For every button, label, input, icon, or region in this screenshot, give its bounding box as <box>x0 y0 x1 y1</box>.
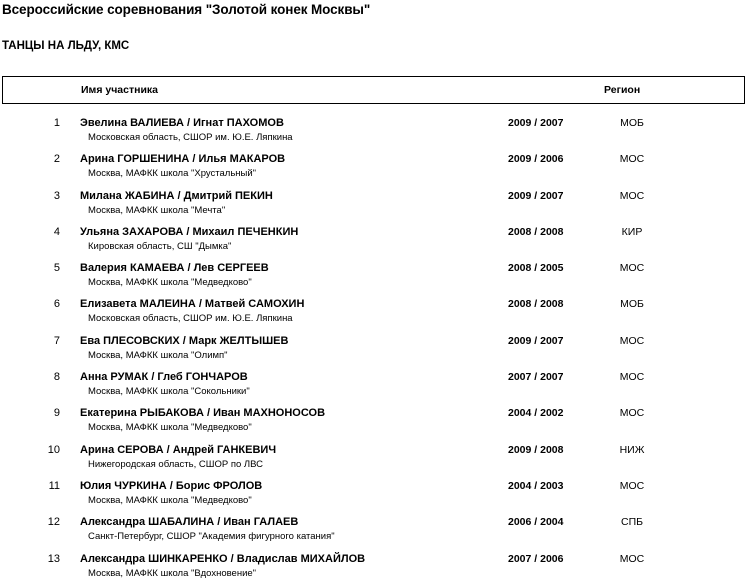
row-region: МОС <box>619 334 645 347</box>
row-birth-years: 2009 / 2006 <box>508 153 564 166</box>
row-birth-years: 2009 / 2007 <box>508 334 564 347</box>
row-pair-name: Елизавета МАЛЕИНА / Матвей САМОХИН <box>80 298 305 311</box>
row-rank: 8 <box>53 371 60 384</box>
row-pair-name: Милана ЖАБИНА / Дмитрий ПЕКИН <box>80 189 273 202</box>
row-pair-name: Ева ПЛЕСОВСКИХ / Марк ЖЕЛТЫШЕВ <box>80 334 289 347</box>
row-birth-years: 2006 / 2004 <box>508 516 564 529</box>
row-rank: 4 <box>53 225 60 238</box>
row-birth-years: 2004 / 2003 <box>508 479 564 492</box>
table-header-box <box>2 76 745 104</box>
table-row[interactable] <box>0 367 750 403</box>
row-rank: 5 <box>53 262 60 275</box>
table-row[interactable] <box>0 331 750 367</box>
row-region: МОС <box>619 262 645 275</box>
table-row[interactable] <box>0 294 750 330</box>
row-pair-name: Александра ШИНКАРЕНКО / Владислав МИХАЙЛОВ <box>80 552 366 565</box>
row-club: Москва, МАФКК школа "Медведково" <box>88 277 252 289</box>
row-birth-years: 2008 / 2008 <box>508 225 564 238</box>
column-header-name: Имя участника <box>81 84 159 96</box>
row-rank: 2 <box>53 153 60 166</box>
row-club: Москва, МАФКК школа "Сокольники" <box>88 386 250 398</box>
row-club: Москва, МАФКК школа "Медведково" <box>88 422 252 434</box>
row-club: Московская область, СШОР им. Ю.Е. Ляпкина <box>88 132 293 143</box>
table-row[interactable] <box>0 222 750 258</box>
row-region: МОС <box>619 153 645 166</box>
row-region: МОС <box>619 479 645 492</box>
row-club: Москва, МАФКК школа "Олимп" <box>88 349 228 361</box>
row-club: Москва, МАФКК школа "Мечта" <box>88 204 226 216</box>
row-rank: 12 <box>47 516 60 529</box>
column-header-region: Регион <box>604 84 641 96</box>
row-club: Нижегородская область, СШОР по ЛВС <box>88 458 263 470</box>
row-birth-years: 2009 / 2007 <box>508 117 564 129</box>
row-region: МОС <box>619 407 645 420</box>
row-pair-name: Александра ШАБАЛИНА / Иван ГАЛАЕВ <box>80 516 299 529</box>
category-title: ТАНЦЫ НА ЛЬДУ, КМС <box>2 40 130 52</box>
row-birth-years: 2007 / 2006 <box>508 552 564 565</box>
table-row[interactable] <box>0 403 750 439</box>
row-pair-name: Екатерина РЫБАКОВА / Иван МАХНОНОСОВ <box>80 407 326 420</box>
row-region: НИЖ <box>619 443 645 456</box>
row-region: МОС <box>619 189 645 202</box>
table-row[interactable] <box>0 258 750 294</box>
event-title: Всероссийские соревнования "Золотой конек Москвы" <box>2 2 371 17</box>
row-club: Москва, МАФКК школа "Вдохновение" <box>88 567 257 579</box>
table-row[interactable] <box>0 440 750 476</box>
row-pair-name: Юлия ЧУРКИНА / Борис ФРОЛОВ <box>80 479 263 492</box>
row-pair-name: Эвелина ВАЛИЕВА / Игнат ПАХОМОВ <box>80 117 284 129</box>
row-club: Москва, МАФКК школа "Хрустальный" <box>88 168 257 180</box>
row-pair-name: Арина ГОРШЕНИНА / Илья МАКАРОВ <box>80 153 286 166</box>
row-birth-years: 2008 / 2008 <box>508 298 564 311</box>
row-region: МОБ <box>620 117 644 129</box>
row-birth-years: 2009 / 2008 <box>508 443 564 456</box>
row-region: КИР <box>621 225 643 238</box>
row-region: СПБ <box>620 516 644 529</box>
row-rank: 11 <box>48 479 60 492</box>
row-club: Санкт-Петербург, СШОР "Академия фигурного катания" <box>88 531 335 543</box>
row-birth-years: 2004 / 2002 <box>508 407 564 420</box>
row-club: Московская область, СШОР им. Ю.Е. Ляпкина <box>88 313 293 325</box>
row-pair-name: Валерия КАМАЕВА / Лев СЕРГЕЕВ <box>80 262 269 275</box>
table-row[interactable] <box>0 512 750 548</box>
row-rank: 13 <box>47 552 60 565</box>
table-row[interactable] <box>0 113 750 149</box>
row-rank: 7 <box>53 334 60 347</box>
row-rank: 10 <box>47 443 60 456</box>
row-region: МОС <box>619 552 645 565</box>
results-table-body <box>0 113 750 585</box>
row-region: МОБ <box>620 298 644 311</box>
row-rank: 9 <box>53 407 60 420</box>
row-pair-name: Ульяна ЗАХАРОВА / Михаил ПЕЧЕНКИН <box>80 225 299 238</box>
table-row[interactable] <box>0 549 750 585</box>
row-club: Кировская область, СШ "Дымка" <box>88 240 232 252</box>
row-birth-years: 2007 / 2007 <box>508 371 564 384</box>
table-row[interactable] <box>0 186 750 222</box>
table-row[interactable] <box>0 476 750 512</box>
row-region: МОС <box>619 371 645 384</box>
row-pair-name: Анна РУМАК / Глеб ГОНЧАРОВ <box>80 371 248 384</box>
row-rank: 6 <box>53 298 60 311</box>
table-row[interactable] <box>0 149 750 185</box>
row-birth-years: 2008 / 2005 <box>508 262 564 275</box>
row-birth-years: 2009 / 2007 <box>508 189 564 202</box>
row-rank: 1 <box>53 117 60 129</box>
row-pair-name: Арина СЕРОВА / Андрей ГАНКЕВИЧ <box>80 443 277 456</box>
row-club: Москва, МАФКК школа "Медведково" <box>88 494 252 506</box>
row-rank: 3 <box>53 189 60 202</box>
